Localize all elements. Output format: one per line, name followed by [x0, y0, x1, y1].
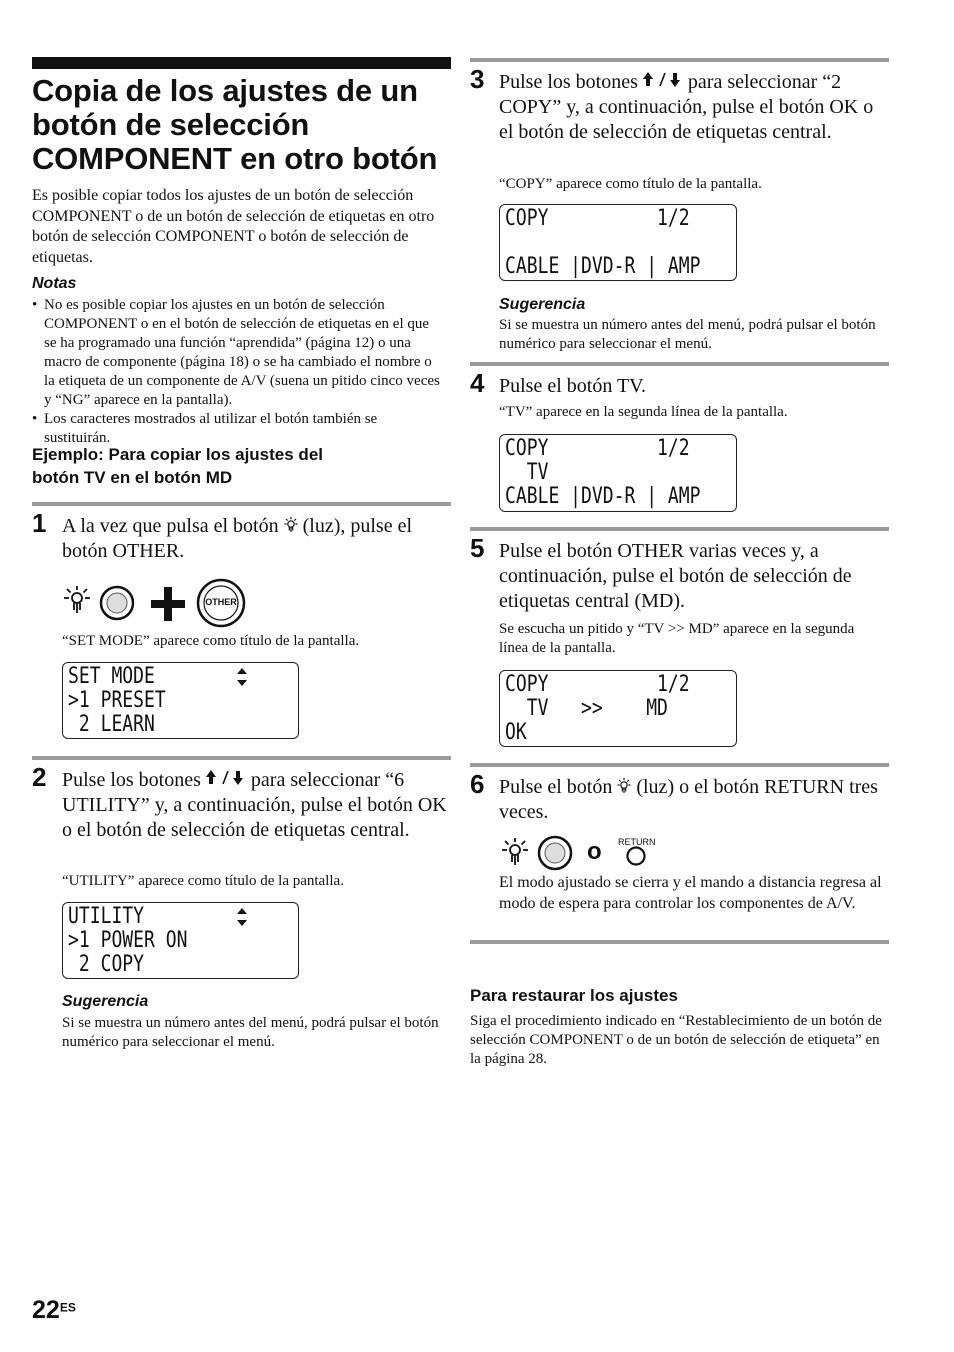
step-3-text-a: Pulse los botones — [499, 71, 643, 93]
title-bar — [32, 57, 451, 69]
lcd-set-mode — [62, 662, 299, 739]
light-icon — [62, 586, 96, 621]
step-2-text — [62, 768, 452, 843]
lcd-line: UTILITY — [68, 904, 145, 929]
other-button-label: OTHER — [205, 597, 237, 607]
step-5-text: Pulse el botón OTHER varias veces y, a continuación, pulse el botón de selección de etiquetas central (MD). — [499, 540, 852, 612]
lcd-copy-tv-md — [499, 670, 737, 747]
step-1-caption: “SET MODE” aparece como título de la pantalla. — [62, 633, 360, 649]
tip-text: Si se muestra un número antes del menú, podrá pulsar el botón numérico para seleccionar el menú. — [62, 1015, 439, 1050]
example-heading-line-2: botón TV en el botón MD — [32, 468, 233, 487]
light-icon — [284, 515, 298, 531]
light-icon — [500, 838, 534, 873]
lcd-line: COPY 1/2 — [505, 206, 690, 231]
lcd-utility — [62, 902, 299, 979]
plus-icon — [150, 586, 186, 627]
return-button-icon — [624, 846, 648, 871]
notes-heading: Notas — [32, 275, 77, 292]
restore-heading: Para restaurar los ajustes — [470, 986, 678, 1005]
return-label: RETURN — [618, 837, 656, 847]
divider — [32, 756, 451, 760]
light-button-icon — [537, 835, 573, 876]
or-label: o — [587, 838, 602, 865]
light-button-icon — [99, 585, 135, 626]
up-down-icon — [236, 668, 248, 686]
up-down-icon — [236, 908, 248, 926]
example-heading — [32, 443, 323, 489]
up-down-arrows-icon — [643, 70, 683, 86]
page-number-suffix: ES — [59, 1300, 76, 1315]
title-line-1: Copia de los ajustes de un — [32, 73, 418, 108]
step-1-text-b: (luz), pulse el botón OTHER. — [62, 515, 413, 562]
divider — [470, 940, 889, 944]
note-item: • Los caracteres mostrados al utilizar el botón también se sustituirán. — [32, 410, 444, 448]
step-4-text: Pulse el botón TV. — [499, 375, 647, 397]
notes-list — [32, 296, 444, 448]
step-6-caption: El modo ajustado se cierra y el mando a distancia regresa al modo de espera para controlar los componentes de A/V. — [499, 874, 882, 912]
light-icon — [617, 776, 631, 792]
page-title — [32, 74, 462, 176]
restore-text: Siga el procedimiento indicado en “Restablecimiento de un botón de selección COMPONENT o de un botón de selección de etiqueta” en la página 28. — [470, 1013, 882, 1067]
step-6-text-a: Pulse el botón — [499, 776, 618, 798]
step-1-text — [62, 514, 452, 564]
step-2-text-a: Pulse los botones — [62, 769, 206, 791]
tip-text: Si se muestra un número antes del menú, podrá pulsar el botón numérico para seleccionar el menú. — [499, 317, 876, 352]
lcd-copy-tv — [499, 434, 737, 512]
step-5-number: 5 — [470, 533, 485, 563]
tip-heading: Sugerencia — [62, 993, 149, 1010]
step-6-text-b: (luz) o el botón RETURN tres veces. — [499, 776, 878, 823]
example-heading-line-1: Ejemplo: Para copiar los ajustes del — [32, 445, 323, 464]
divider — [470, 58, 889, 62]
page-number-value: 22 — [32, 1296, 60, 1324]
divider — [470, 362, 889, 366]
tip-heading: Sugerencia — [499, 296, 586, 313]
title-line-3: COMPONENT en otro botón — [32, 141, 438, 176]
step-6-text — [499, 775, 891, 825]
intro-paragraph: Es posible copiar todos los ajustes de un botón de selección COMPONENT o de un botón de selección de etiquetas en otro botón de selección COMPONENT o botón de selección de etiquetas. — [32, 187, 435, 266]
lcd-line: COPY 1/2 — [505, 436, 690, 461]
note-item: • No es posible copiar los ajustes en un botón de selección COMPONENT o en el botón de selección de etiquetas en el que se ha programado una función “aprendida” (página 12) o una macro de componente (página 18) o se ha cambiado el nombre o la etiqueta de un componente de A/V (suena un pitido cinco veces y “NG” aparece en la pantalla). — [32, 296, 444, 410]
step-2-number: 2 — [32, 762, 47, 792]
step-3-number: 3 — [470, 64, 485, 94]
title-line-2: botón de selección — [32, 107, 310, 142]
lcd-line: SET MODE — [68, 664, 155, 689]
lcd-line: COPY 1/2 — [505, 672, 690, 697]
step-3-text-b: para seleccionar “2 COPY” y, a continuación, pulse el botón OK o el botón de selección de etiquetas central. — [499, 71, 874, 143]
other-button-icon — [196, 578, 246, 628]
lcd-line: CABLE |DVD-R | AMP — [505, 254, 701, 279]
lcd-line: >1 POWER ON — [68, 928, 188, 953]
step-6-number: 6 — [470, 769, 485, 799]
step-2-caption: “UTILITY” aparece como título de la pantalla. — [62, 873, 344, 889]
lcd-line: 2 COPY — [68, 952, 145, 977]
lcd-copy — [499, 204, 737, 281]
lcd-line: 2 LEARN — [68, 712, 155, 737]
step-4-number: 4 — [470, 368, 485, 398]
step-3-caption: “COPY” aparece como título de la pantalla. — [499, 176, 762, 192]
up-down-arrows-icon — [206, 768, 246, 784]
step-2-text-b: para seleccionar “6 UTILITY” y, a continuación, pulse el botón OK o el botón de selección de etiquetas central. — [62, 769, 447, 841]
divider — [470, 763, 889, 767]
page-number — [32, 1296, 76, 1325]
lcd-line: CABLE |DVD-R | AMP — [505, 484, 701, 509]
lcd-line: TV >> MD — [505, 696, 668, 721]
lcd-line: TV — [505, 460, 549, 485]
step-1-text-a: A la vez que pulsa el botón — [62, 515, 284, 537]
divider — [32, 502, 451, 506]
divider — [470, 527, 889, 531]
step-4-caption: “TV” aparece en la segunda línea de la pantalla. — [499, 404, 788, 420]
step-1-number: 1 — [32, 508, 47, 538]
lcd-line: OK — [505, 720, 527, 745]
step-5-caption: Se escucha un pitido y “TV >> MD” aparece en la segunda línea de la pantalla. — [499, 621, 855, 656]
step-3-text — [499, 70, 891, 145]
lcd-line: >1 PRESET — [68, 688, 166, 713]
